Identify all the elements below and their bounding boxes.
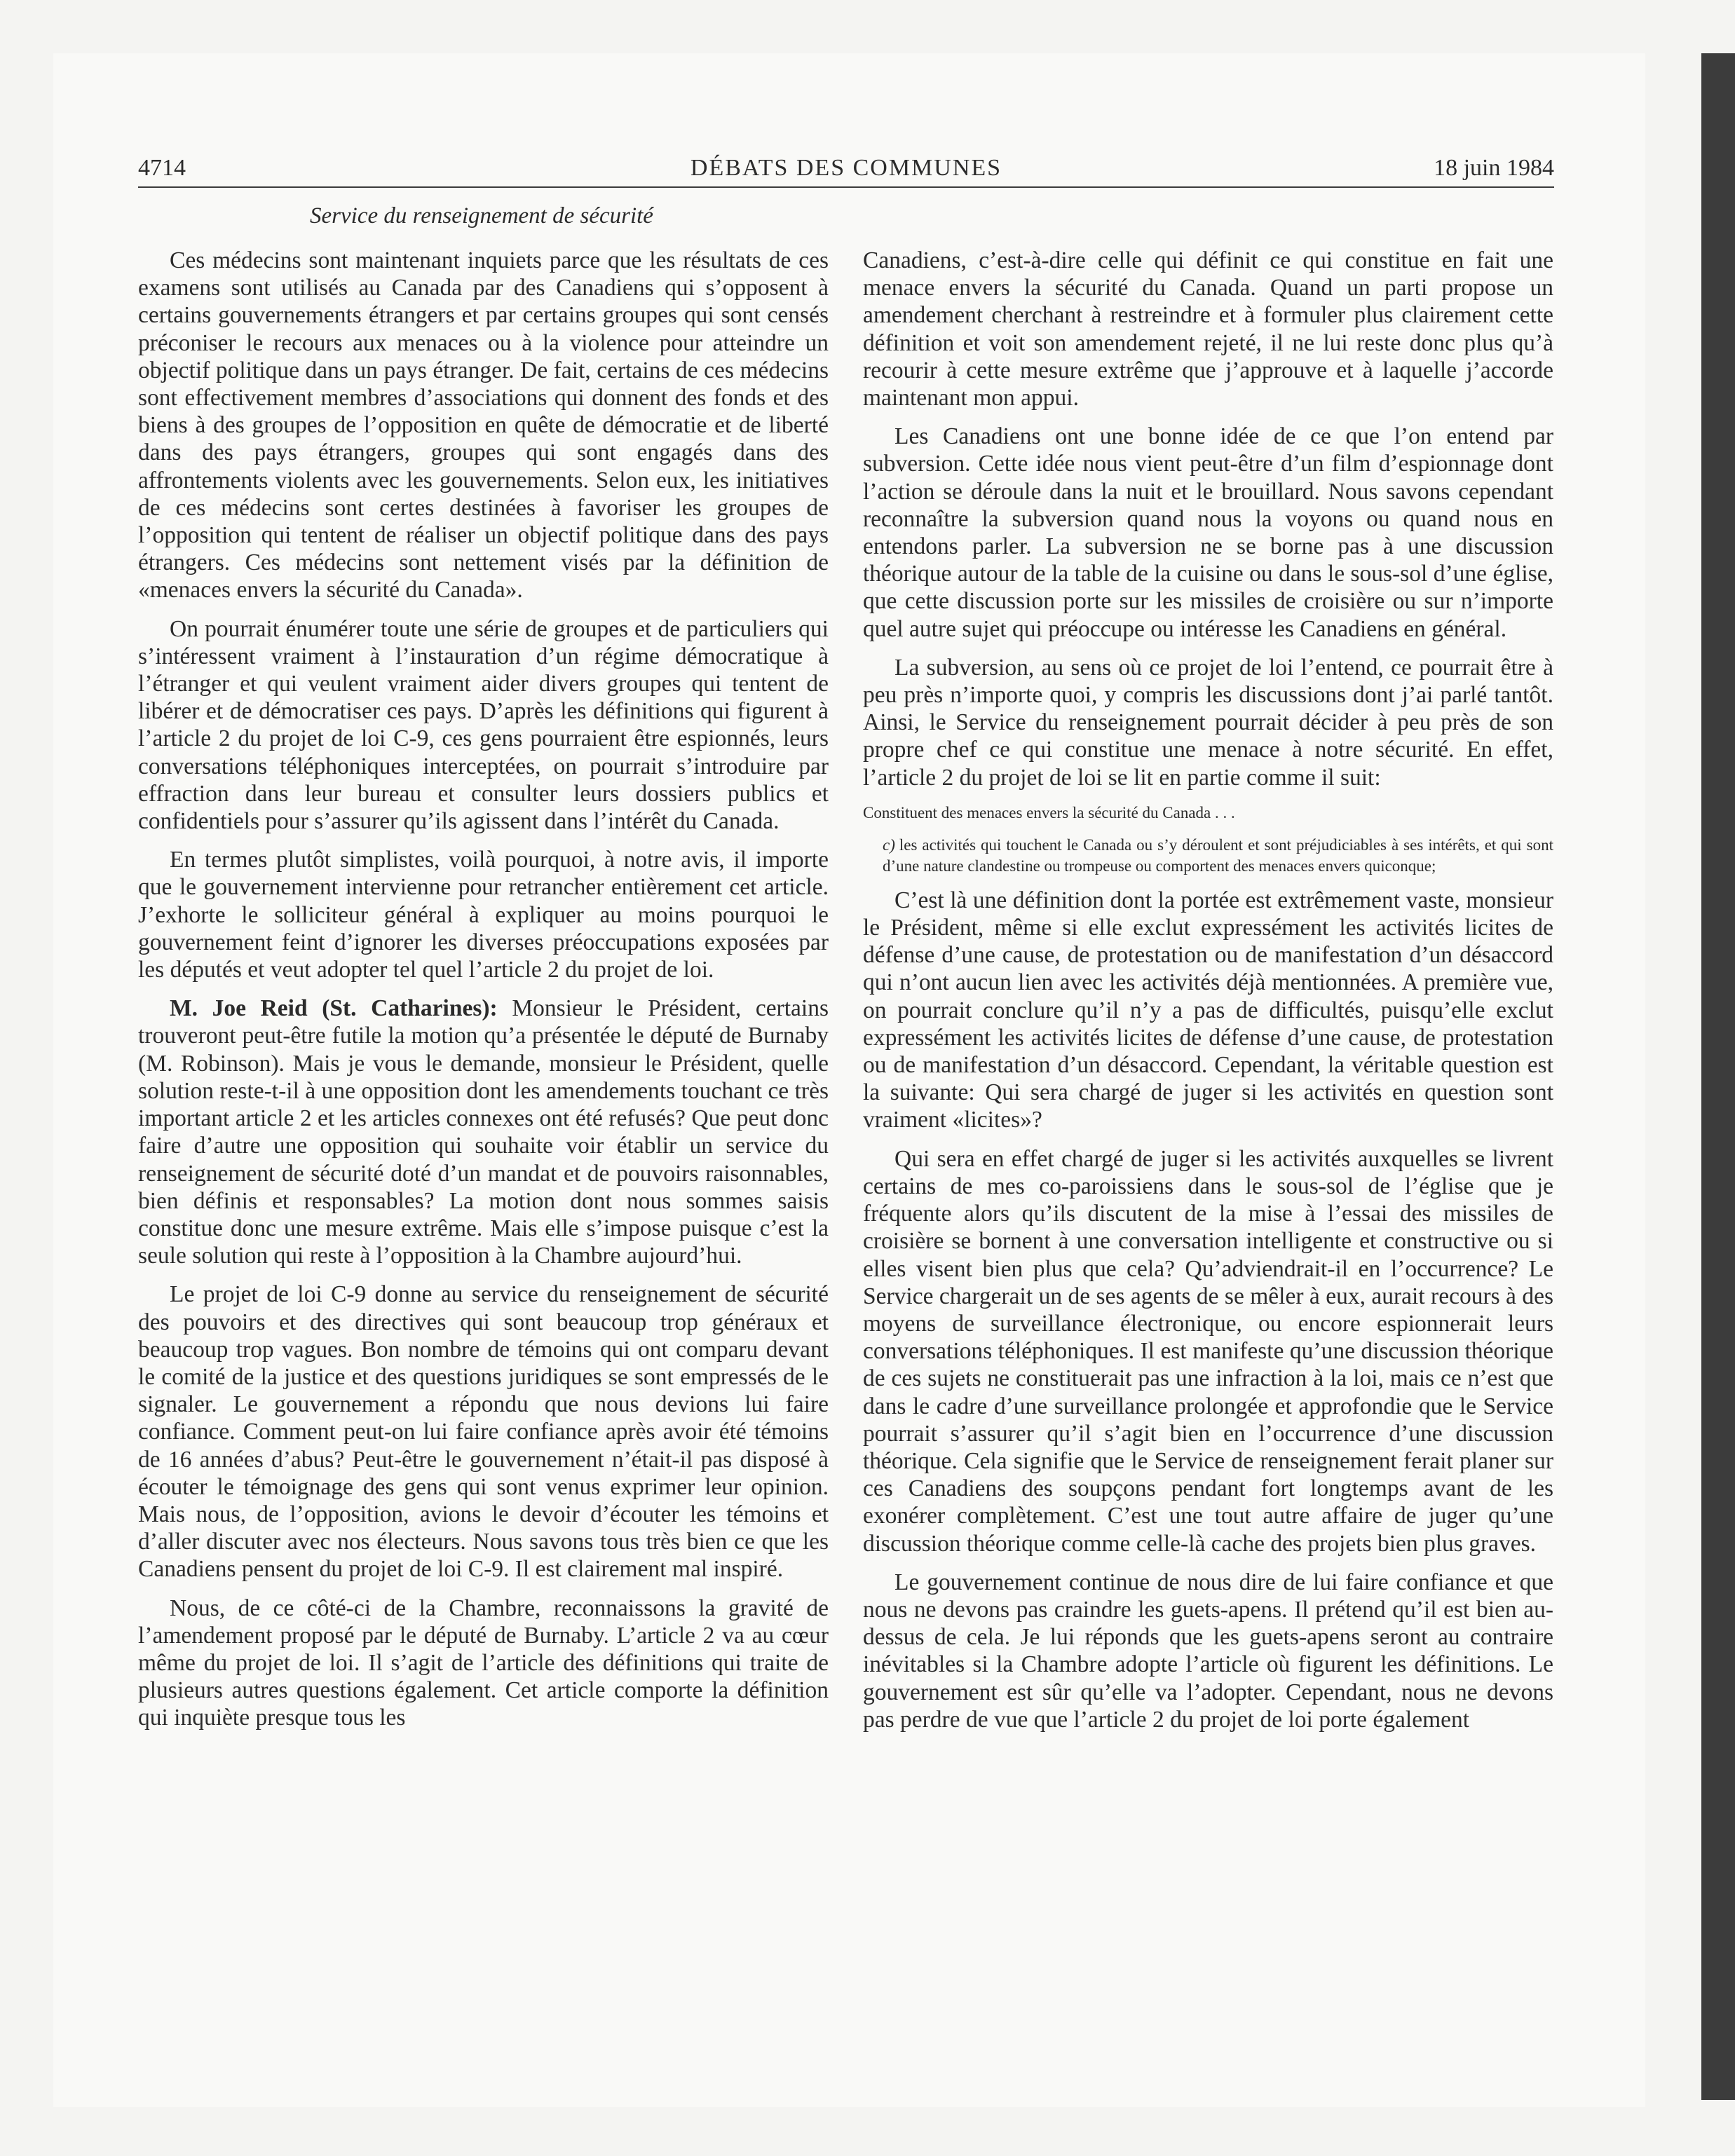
paragraph: On pourrait énumérer toute une série de groupes et de particuliers qui s’intéressent vraiment à l’instauration d’un régime démocratique à l’étranger et qui veulent vraiment aider divers groupes qui tentent de libérer et de démocratiser ces pays. D’après les définitions qui figurent à l’article 2 du projet de loi C-9, ces gens pourraient être espionnés, leurs conversations téléphoniques interceptées, on pourrait s’introduire par effraction dans leur bureau et consulter leurs dossiers publics et confidentiels pour s’assurer qu’ils agissent dans l’intérêt du Canada. xyxy=(138,615,829,835)
publication-title: DÉBATS DES COMMUNES xyxy=(690,155,1002,181)
paragraph: Nous, de ce côté-ci de la Chambre, reconnaissons la gravité de l’amendement proposé par le député de Burnaby. L’article 2 va au cœur même du projet de loi. Il s’agit de l’article des définitions qui traite de plusieurs autres questions également. Cet article comporte la définition qui inquiète presque tous les xyxy=(138,1595,829,1731)
speech-text: Monsieur le Président, certains trouveront peut-être futile la motion qu’a présentée le député de Burnaby (M. Robinson). Mais je vous le demande, monsieur le Président, quelle solution reste-t-il à une opposition dont les amendements touchant ce très important article 2 et les articles connexes ont été refusés? Que peut donc faire d’autre une opposition qui souhaite voir établir un service du renseignement de sécurité doté d’un mandat et de pouvoirs raisonnables, bien définis et responsables? La motion dont nous sommes saisis constitue donc une mesure extrême. Mais elle s’impose puisque c’est la seule solution qui reste à l’opposition à la Chambre aujourd’hui. xyxy=(138,995,829,1269)
header-date: 18 juin 1984 xyxy=(1434,155,1554,181)
paragraph: En termes plutôt simplistes, voilà pourquoi, à notre avis, il importe que le gouvernement intervienne pour retrancher entièrement cet article. J’exhorte le solliciteur général à expliquer au moins pourquoi le gouvernement feint d’ignorer les diverses préoccupations exposées par les députés et veut adopter tel quel l’article 2 du projet de loi. xyxy=(138,847,829,983)
paragraph: Les Canadiens ont une bonne idée de ce que l’on entend par subversion. Cette idée nous vient peut-être d’un film d’espionnage dont l’action se déroule dans la nuit et le brouillard. Nous savons cependant reconnaître la subversion quand nous la voyons ou quand nous en entendons parler. La subversion ne se borne pas à une discussion théorique autour de la table de la cuisine ou dans le sous-sol d’une église, que cette discussion porte sur les missiles de croisière ou sur n’importe quel autre sujet qui préoccupe ou intéresse les Canadiens en général. xyxy=(863,423,1553,642)
quote-letter: c) xyxy=(883,835,895,854)
speaker-name: M. Joe Reid (St. Catharines): xyxy=(170,995,498,1022)
paragraph-continued: Canadiens, c’est-à-dire celle qui définit ce qui constitue en fait une menace envers la sécurité du Canada. Quand un parti propose un amendement cherchant à restreindre et à formuler plus clairement cette définition et voit son amendement rejeté, il ne lui reste donc plus qu’à recourir à cette mesure extrême que j’approuve et à laquelle j’accorde maintenant mon appui. xyxy=(863,247,1553,411)
right-column xyxy=(863,247,1553,1745)
quote-body: les activités qui touchent le Canada ou s’y déroulent et sont préjudiciables à ses intérêts, et qui sont d’une nature clandestine ou trompeuse ou comportent des menaces envers quiconque; xyxy=(883,835,1553,875)
quote-text xyxy=(863,835,1553,877)
paragraph: Ces médecins sont maintenant inquiets parce que les résultats de ces examens sont utilisés au Canada par des Canadiens qui s’opposent à certains gouvernements étrangers et par certains groupes qui sont censés préconiser le recours aux menaces ou à la violence pour atteindre un objectif politique dans un pays étranger. De fait, certains de ces médecins sont effectivement membres d’associations qui donnent des fonds et des biens à des groupes de l’opposition en quête de démocratie et de liberté dans des pays étrangers, groupes qui sont engagés dans des affrontements violents avec les gouvernements. Selon eux, les initiatives de ces médecins sont certes destinées à favoriser les groupes de l’opposition qui tentent de réaliser un objectif politique dans des pays étrangers. Ces médecins sont nettement visés par la définition de «menaces envers la sécurité du Canada». xyxy=(138,247,829,603)
quote-intro: Constituent des menaces envers la sécurité du Canada . . . xyxy=(863,803,1235,821)
paragraph: C’est là une définition dont la portée est extrêmement vaste, monsieur le Président, même si elle exclut expressément les activités licites de défense d’une cause, de protestation ou de manifestation d’un désaccord qui n’ont aucun lien avec les activités déjà mentionnées. A première vue, on pourrait conclure qu’il n’y a pas de difficultés, puisqu’elle exclut expressément les activités licites de défense d’une cause, de protestation ou de manifestation d’un désaccord. Cependant, la véritable question est la suivante: Qui sera chargé de juger si les activités en question sont vraiment «licites»? xyxy=(863,887,1553,1133)
speech-paragraph xyxy=(138,995,829,1269)
section-title: Service du renseignement de sécurité xyxy=(310,203,653,228)
paragraph: Le projet de loi C-9 donne au service du renseignement de sécurité des pouvoirs et des directives qui sont beaucoup trop généraux et beaucoup trop vagues. Bon nombre de témoins qui ont comparu devant le comité de la justice et des questions juridiques se sont empressés de le signaler. Le gouvernement a répondu que nous devions lui faire confiance. Comment peut-on lui faire confiance après avoir été témoins de 16 années d’abus? Peut-être le gouvernement n’était-il pas disposé à écouter le témoignage des gens qui sont venus exprimer leur opinion. Mais nous, de l’opposition, avions le devoir d’écouter les témoins et d’aller discuter avec nos électeurs. Nous savons tous très bien ce que les Canadiens pensent du projet de loi C-9. Il est clairement mal inspiré. xyxy=(138,1281,829,1583)
scan-border xyxy=(1701,53,1735,2100)
left-column xyxy=(138,247,829,1743)
page-number: 4714 xyxy=(138,155,186,181)
paragraph: Le gouvernement continue de nous dire de lui faire confiance et que nous ne devons pas craindre les guets-apens. Il prétend qu’il est bien au-dessus de cela. Je lui réponds que les guets-apens seront au contraire inévitables si la Chambre adopte l’article où figurent les définitions. Le gouvernement est sûr qu’elle va l’adopter. Cependant, nous ne devons pas perdre de vue que l’article 2 du projet de loi porte également xyxy=(863,1569,1553,1733)
paragraph: Qui sera en effet chargé de juger si les activités auxquelles se livrent certains de mes co-paroissiens dans le sous-sol de l’église que je fréquente alors qu’ils discutent de la mise à l’essai des missiles de croisière se bornent à une conversation intelligente et constructive ou si elles visent bien plus que cela? Qu’adviendrait-il en l’occurrence? Le Service chargerait un de ses agents de se mêler à eux, aurait recours à des moyens de surveillance électronique, ou encore espionnerait leurs conversations téléphoniques. Il est manifeste qu’une discussion théorique de ces sujets ne constituerait pas une infraction à la loi, mais ce n’est que dans le cadre d’une surveillance prolongée et approfondie que le Service pourrait s’assurer qu’il s’agit bien en l’occurrence d’une discussion théorique. Cela signifie que le Service de renseignement ferait planer sur ces Canadiens des soupçons pendant fort longtemps avant de les exonérer complètement. C’est une tout autre affaire de juger qu’une discussion théorique comme celle-là cache des projets bien plus graves. xyxy=(863,1145,1553,1557)
paragraph: La subversion, au sens où ce projet de loi l’entend, ce pourrait être à peu près n’importe quoi, y compris les discussions dont j’ai parlé tantôt. Ainsi, le Service du renseignement pourrait décider à peu près de son propre chef ce qui constitue une menace à notre sécurité. En effet, l’article 2 du projet de loi se lit en partie comme il suit: xyxy=(863,654,1553,791)
page-header xyxy=(138,155,1554,187)
header-rule xyxy=(138,186,1554,188)
